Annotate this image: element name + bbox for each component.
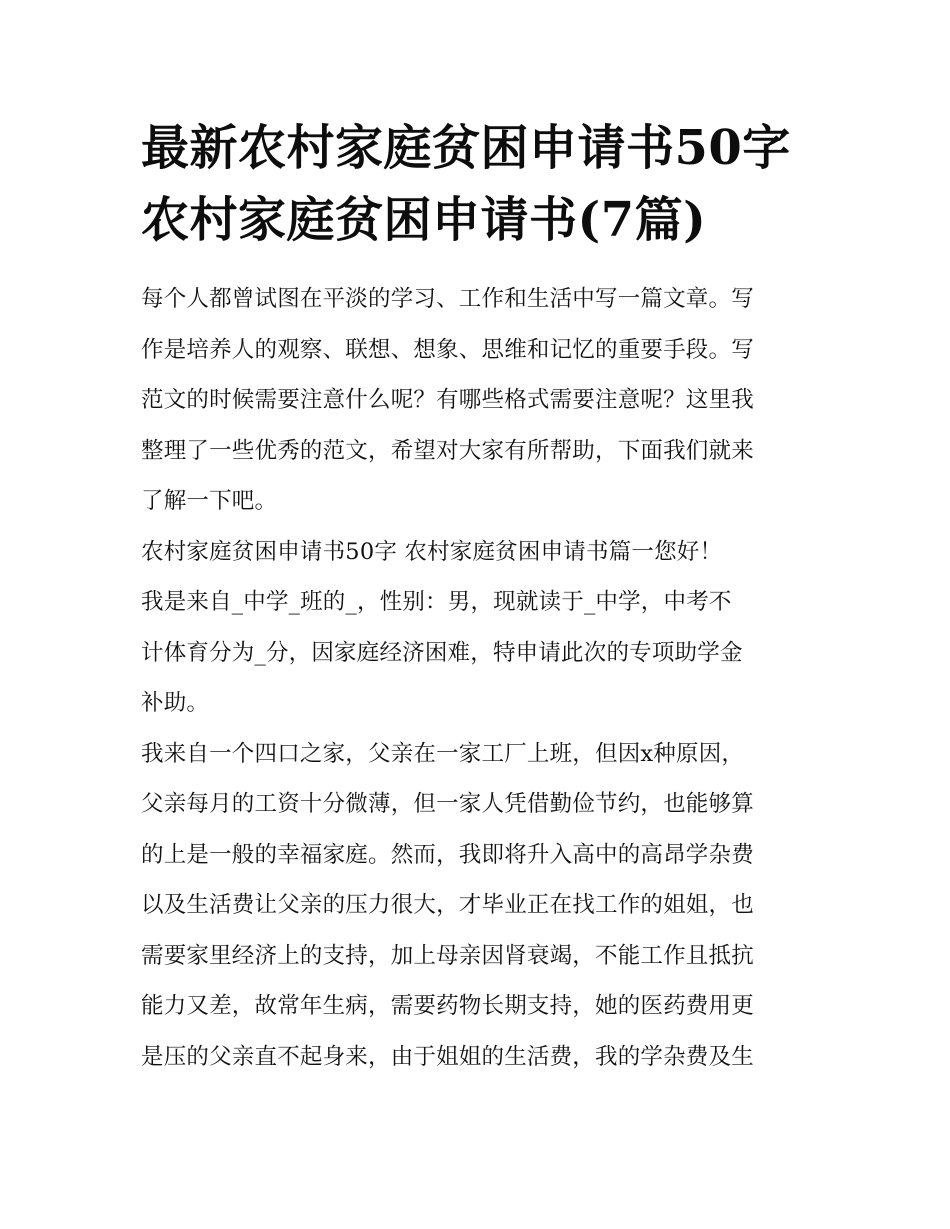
intro-paragraph [141, 274, 813, 527]
paragraph-line: 我是来自_中学_班的_，性别：男，现就读于_中学，中考不 [141, 589, 732, 615]
paragraph-line: 以及生活费让父亲的压力很大，才毕业正在找工作的姐姐，也 [141, 892, 754, 918]
paragraph-line: 整理了一些优秀的范文，希望对大家有所帮助，下面我们就来 [141, 437, 754, 464]
paragraph-line: 是压的父亲直不起身来，由于姐姐的生活费，我的学杂费及生 [141, 1043, 754, 1070]
title-line-1: 最新农村家庭贫困申请书50字 [141, 120, 791, 176]
paragraph-line: 需要家里经济上的支持，加上母亲因肾衰竭，不能工作且抵抗 [141, 942, 754, 969]
family-situation-paragraph [141, 729, 813, 1083]
paragraph-line: 能力又差，故常年生病，需要药物长期支持，她的医药费用更 [141, 993, 754, 1019]
document-content [141, 112, 813, 1082]
title-line-2: 农村家庭贫困申请书(7篇) [141, 192, 707, 248]
document-title [141, 112, 813, 256]
paragraph-line: 每个人都曾试图在平淡的学习、工作和生活中写一篇文章。写 [141, 286, 754, 312]
paragraph-line: 范文的时候需要注意什么呢？有哪些格式需要注意呢？这里我 [141, 387, 754, 413]
paragraph-line: 计体育分为_分，因家庭经济困难，特申请此次的专项助学金 [141, 639, 743, 666]
paragraph-line: 我来自一个四口之家，父亲在一家工厂上班，但因x种原因， [141, 740, 745, 767]
paragraph-line: 父亲每月的工资十分微薄，但一家人凭借勤俭节约，也能够算 [141, 791, 754, 817]
paragraph-line: 的上是一般的幸福家庭。然而，我即将升入高中的高昂学杂费 [141, 841, 754, 868]
paragraph-line: 作是培养人的观察、联想、想象、思维和记忆的重要手段。写 [141, 336, 754, 363]
section-heading-paragraph [141, 527, 813, 578]
paragraph-line: 补助。 [141, 690, 210, 716]
applicant-info-paragraph [141, 577, 813, 729]
paragraph-line: 了解一下吧。 [141, 488, 278, 514]
paragraph-line: 农村家庭贫困申请书50字 农村家庭贫困申请书篇一您好！ [141, 538, 723, 565]
